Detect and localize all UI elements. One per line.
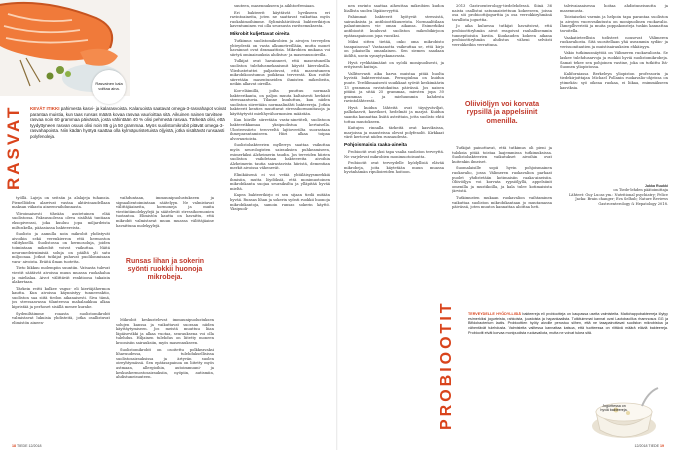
paragraph: Sydeniltäimme roaasta suolistomikrobit valmistavat lukuisia yhdisteitä, jotka osallistuvat elimistön aineen- <box>12 311 110 325</box>
paragraph: Kaliforniassa Berkeleyn yliopiston professorin ja tiedekirjoittajan Michael Pollanin ruokavalio-ohjeissa on ytimekäs: syö oikeaa ruokaa, ei liikaa, enimmäkseen kasviksia. <box>560 71 668 90</box>
magazine-name: TIEDE <box>16 444 28 448</box>
paragraph: Tutkijat painottavat, että tutkimus oli pieni ja tuloksia pitää toistaa laajemmissa tutkimuksissa. Suolistobakteerien vaikutukset aivoihin ovat kuitenkin ilmeiset. <box>452 146 552 164</box>
paragraph: Pahimmat bakteerit hyötyvät stressistä, sairauksista ja antibioottikuureista. Normaalitilaan palautuminen vie oman aikansa. Esimerkiksi antibiootit kuuluvat suoliston mikrobikirjoon epätasapainoon jopa vuosiksi. <box>344 15 444 38</box>
paragraph: Probiootit ovat yksi tapa vaalia suoliston terveyttä. Ne varjelevat mikrobien monimuotoisuutta. <box>344 150 444 159</box>
author-role: on Tiede-lehden päätoimittaja <box>613 188 668 193</box>
paragraph: Kuitujen rinnalla tärkeitä ovat kasviksissa, marjoissa ja mausteissa olevat polyfenolit. Kirkkaat värit kertovat niiden runsaudesta. <box>344 126 444 140</box>
paragraph: Kapea bakteerikirjo ei sen sijaan tiedä mitään hyvää. Runsas lihan ja sokerin syönti ruokkii huonoja mikrobikantoja, samoin runsas sokerin käyttö. Yksipuoli- <box>230 193 330 212</box>
paragraph: suuteen, masennukseen ja aikhtorfreniaan. <box>234 4 315 8</box>
paragraph: Toistaiseksi varmin ja helpoin tapa parantaa suoliston ja aivojen vuorovaikutusta on monipuolinen ruokavalio. Ihmeplliveristä ja muita poppakonsteja tuskin kannattaa tavoitella. <box>560 15 668 33</box>
photo-badge <box>92 70 126 104</box>
yogurt-caption: Jogurttessa on hyviä bakteereja. <box>600 404 628 413</box>
paragraph: Hyvä ryvkkäämäänt on syödä monipuolisesti, ja erityisesti kuituja. <box>344 60 444 70</box>
subheading-pohjoismaisia: Pohjoismaisia raaka-aineita <box>344 143 407 149</box>
sources: Lähteet: Guy Lucas ym.: Nutritional psychiatry; Felice Jacka: Brain changer; Eva Selhub; Nature Reviews Gastroenterology & Hepatology 2018. <box>569 192 668 206</box>
right-column-1 <box>344 4 444 436</box>
lead-kicker: KEVÄT ITIKKI <box>30 106 60 111</box>
paragraph: Eri bakteerit käyttävät hyvikseen eri ravintoaineita, joten ne saattavat vaikuttaa myös ruokahimoihimme. Sylimishäiriöissä bakteerikirjon kaventuminen voi olla seurausta ravitsemuksesta. <box>230 10 330 29</box>
lead-text: pahimesta kasvi- ja kalarasvoista. Kalaruoista saatavat omega-3-rasvahapot voivat parantaa muistia, kun taas runsas määrä kovaa rasvaa vaurioittaa sitä. Aikuinen nainen tarvitsee rasvaa noin 60 grammaa päivässä, josta vähintään 40 % olisi pehmeää rasvaa. Tärkeää olisi, että tyydyttyneen rasvan osuus olisi noin 85 g ja 50 grammaa. Myös suolistomikrobit pitävät omega-3-rasvahapoista. Niin kädän hyötyä saattaa olla kylmäpuristetuista öljyistä, jotka sisältävät runsaasti polyfenoleja. <box>30 106 226 139</box>
subheading-mikrobit: Mikrobit kuljettavat oireita <box>230 31 290 37</box>
issue-number: 12/2018 <box>634 444 648 448</box>
box-kicker: TERVEYDELLE HYÖDYLLISIÄ <box>468 312 521 316</box>
paragraph: Tutkimusten mukaan ruokavalion vaihtaminen vaikuttaa suoliston mikrobikantaan jo muutamassa päivässä, joten muutos kannattaa aloittaa heti. <box>452 195 552 210</box>
paragraph: Vallitsevasti aika harva muistaa pitää huolta hyvistä bakteereistaan. Perusgiulma on kuidun puute. Terdilimaaisesti suuikkaat syövät keskimäärin 13 grammaa ravintokuitua päivässä. Jos naisen pitäisi ja sitää 25 grammaa, miesten jopa 30 grammaa – ja mieluummin kahdesta ravintolähteestä. <box>344 71 444 104</box>
paragraph: Suolistomikrobit on osoitettu polkkeavaksi lihavuudessa, tulehduksellisissa suolistosairauksissa ja ärtyvän suolen oireyhtymässä. Sen epätasapainoa on liitetty myös astmaan, allergioihin, autoimmuuni- ja keskushermostosairauksiin, nyöpiin, autismiin, ahdistuneisuuteen. <box>116 347 214 380</box>
magazine-name: TIEDE <box>648 444 659 448</box>
page-number: 18 <box>12 444 16 448</box>
paragraph: nen ravinto saattaa aiheuttaa mikrobien kudon liiallista suolen läpäisevyyttä. <box>344 4 444 13</box>
left-column-1 <box>12 196 110 434</box>
yogurt-illustration <box>588 386 660 442</box>
section-title-rasvat: RASVAT <box>4 104 23 190</box>
pull-quote-left: Runsas lihan ja sokerin syönti ruokkii huonoja mikrobeja. <box>125 258 205 282</box>
author-credit <box>560 184 668 206</box>
paragraph: Koe-eläimillä, joilta puuttuu normaali bakteerikanta, on paljon muuta kaltaisesti herkästi stressaantuvia. Tilanne kuuluttuu, kun niiden suoliston siirretään normaalinähti bakteereja. Jotkin bakteerit kenties muuttavat stressihormonitasoja ja käyttäytyvät mielihyvähormonien määrään. <box>230 88 330 116</box>
photo-badge-text: Rasvainen kala voittaa aina. <box>95 81 123 91</box>
paragraph: Mikrobit keskustelevat immuunipuolustuksen solujen kanssa ja vaikuttavat suoraan niiden käyttäytymiseen. Jos meistä muuttuu liian läpäisevikki ja alkaa vuotaa, seurauksena voi olla tulehdus. Hiljainen tulehdus on liitetty moneen kroonisiin sairauksiin, myös masennukseen. <box>116 318 214 345</box>
section-title-probiootit: PROBIOOTIT <box>438 300 455 430</box>
author-name: Jukka Ruukki <box>644 184 668 188</box>
left-column-2 <box>116 196 214 248</box>
paragraph: talvivaiasaisessa hoitaa ahdistuneisuutta ja masennusta. <box>560 4 668 13</box>
paragraph: Suolisto ja aamulla noin mikrobit yhdistyvät aivoihin sekä verenkierron että hermoston välityksellä. Suolistossa on hermosolujа, joiden toimintaan mikrobit voivat vaikuttaa. Näitä neuronedeirnimisiä soluja on päältä yli satu miljoonaa. Jotkut tutkijat puhuvat puolilonmisaan vara- aivoista. Eräitä ilman tuotetta. <box>12 232 110 264</box>
footer-left <box>12 444 42 448</box>
paragraph: Vaakatieteellisin todisteet nousevat Välimeren ruokavaliosta. Sitä suositellaan yhä useammin sydän- ja verisuonitautien ja muistisairauksien ehkäisyyn. <box>560 35 668 49</box>
left-page <box>0 0 336 450</box>
lead-paragraph <box>30 106 226 140</box>
page-number: 19 <box>660 444 664 448</box>
left-column-2b <box>116 318 214 436</box>
paragraph: Tulkijat ovat havainneet, että masentuneilla suoliston tulehdusmekanismit käyvät kierroksilla. Yliedustetuttei paljastuvat, että masentuneen mikrobikoostumus poikkeaa terveestä. Kun roitile siirretään masentuneiden ihmisten mikrobeita, neikin alkavat oireilla. <box>230 59 330 87</box>
paragraph: Suomalaisille sopii hyvin pohjoismainen ruokavalio, jossa Välimeren ruokavalion parhaat puolet yhdistetään kotimaisiin raaka-aineisiin. Oliiviöljyn voi korvata rypsiöljyllä, appelsiinit omenilla ja mustikoilla, ja kala tulee kotimaisista järvistä. <box>452 166 552 194</box>
probiootit-box <box>468 312 668 336</box>
paragraph: 2013 Gastroenterology-tiedelehdessä. Siinä 36 naista osallistui satunnaistettuun kokeeseen, joissa osa söi probioottijogurttia ja osa verrokkiryhmänä tavallista jogurttia. <box>452 4 552 22</box>
issue-number: 12/2018 <box>28 444 42 448</box>
paragraph: Kun hiirille siirretään vasta-ainetiteli, suolistoon bakteerikkamaa yksipuolistua kertaisella. Ulosteessiirto teroveeltä lajitoveriilta suorastaan ihmeparantamiseen. Hiiri alkaa toipaa alvovaurioista. <box>230 118 330 141</box>
paragraph: Vakio tutkimusnäyttöä on Välimeren ruokavaliosta. Se laskee tulehdusarvoja ja ruokkii hyviä suolistomikrobeja. Samat tekee sen pohjoinen vastine, joka on tutkittu Itä-Suomen yliopistossa. <box>560 51 668 70</box>
paragraph: Tärkein reitti kulkee vagus- eli kiertäjähermon kautta. Kun aivoissa käynnistyy tunnereaktio, suoliston saa siitä tiedon aikanaisesti. Siva tämä, jos stressaavassa tilanteessa mahalaukkua alkaa kipristää ja perhoset sisällä menee kurahe. <box>12 286 110 310</box>
paragraph: Miksi sitten tietää, onko oma mikrobisto tasapainossa? Vastaanotta vaikeuttaa se, että kirjo on jokaisella omanlainen. Sen siemen saadaan äidiltä, usein synnytyskanavasta. <box>344 40 444 58</box>
paragraph: vaihduntaan, immuunipuolustukseen ja signaalientoimintaan säätelyyn. Ne valmistavat välittäjäaineita, hormoneja ja muita viestintämolekyylejä ja säätelevät stressihormonien tuotantoa. Elimistön kautta on havaittu, että mikrobit valmistavat muun muassa välittäjäaine havaittuna molekyylejä. <box>116 196 214 228</box>
pull-quote-right: Oliiviöljyn voi korvata rypsillä ja appelsiinit omenilla. <box>464 99 540 125</box>
footer-right <box>634 444 664 448</box>
right-page <box>338 0 674 450</box>
left-column-3 <box>230 4 330 436</box>
right-column-3 <box>560 4 668 178</box>
paragraph: Probiootit ovat terveydelle hyödyllisiä elävää mikrobeja, joita käytetään muun muassa hyvänhämän ripulioireiden hoitoon. <box>344 161 444 175</box>
right-column-2b <box>452 146 552 298</box>
paragraph: Tutkimus suolistomikrobien ja aivojen terveyden yhteydestä on vasta alkumetreillään, mutta monet havainnot ovat dramaattisia. Mikrobien mukana voi siirtyä ominaisuuksia ahdistus- ja masennusoireilla. <box>230 38 330 57</box>
paragraph: Tieto liikkuu molempiin suuntiin. Vatsasta tulevat viestit säätävät aivoissa muun muassa ruokahalua ja mielialaa. Aivot välittävät reaktioosa takaisin alakertaan. <box>12 266 110 285</box>
box-text: bakteereja eli probiootteja on kaupassa useita valmisteita. Maitohappobakteereja löytyy esimerkiksi jogurteista, rahkoista, juustoista ja hapankaalista. Tutkituimmat kannat ovat Lactobacillus rhamnosus GG ja Bifidobacterium lactis. Probioottien hyöty aivoille perustuu siihen, että ne tasapainottavat suoliston mikrobistoa ja vähentävät tulehdusta. Valmisteita valitessa kannattaa katsoa, että tuotteessa on riittävä määrä eläviä bakteereja. Probiootit eivät korvaa monipuolista ruokavaliota, mutta ne voivat tukea sitä. <box>468 312 668 335</box>
paragraph: Ylivoimaisesti tiheään asutetuinen elää suolistossa. Paksusuolessa oleva sisältää tuntiaan eksopivenssi, joka kuuluu jopa miljardeista miltoskella, pääasiassa bakteereista. <box>12 211 110 230</box>
paragraph: Jo aika kuluessa tutkijat havaitsivat, että probioottiryhmän aivot reagoivat rauhallisemmin tunnepitoisiin kuviin. Kuukauden kokeen aikana probioottiryhmän ahdistus väheni selvästi verrokkeihin verrattuna. <box>452 24 552 47</box>
right-column-2 <box>452 4 552 94</box>
paragraph: Suolistobakteerien myllerrys saattaa vaikuttaa myös neurologisten sairauksien puhkeamiseen, esimerkiksi Alzheimerin taudin. Jos terveiden hiirien suoliston vaihdetaan bakteereita aivoihin Alzheimerin tautia sairastavista hiiristä, dementian merkit aivoissa vähenevät. <box>230 143 330 171</box>
paragraph: Hyvä kuidun lähteitä ovat täysjyväviljat, palkokasvit, kasvikset, hedelmät ja marjat. Kuidun saantia kannattaa lisätä asteittain, jotta suolisto ehtii tottua muutokseen. <box>344 105 444 124</box>
paragraph: Elinikäisenä ei voi vetää yhtäläisyysmerkkiä ihmisiin, mutta löydöksiä, että monimuotoinen mikrobikanta suojaa seuraiksilta ja ylläpitää hyvää mieltä. <box>230 173 330 191</box>
paragraph: työllä. Lajeja on seitsän ja alalajeja tuhansia. Pienellöiden alarrivat vastaa aktiivinaudellaan maksan viikasta aineenvaihdunnasta. <box>12 196 110 210</box>
